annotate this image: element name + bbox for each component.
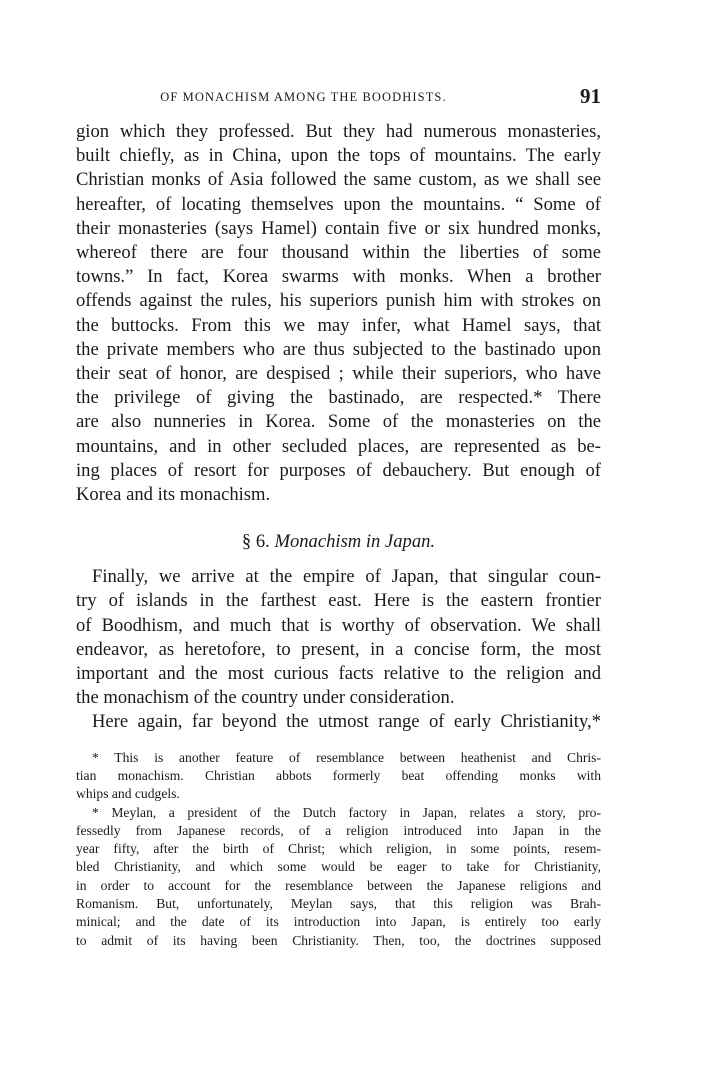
text-line: gion which they professed. But they had numerous monasteries, — [76, 121, 601, 142]
text-line: towns.” In fact, Korea swarms with monks. When a brother — [76, 266, 601, 288]
text-line: try of islands in the farthest east. Here is the eastern frontier — [76, 590, 601, 612]
footnotes — [76, 749, 601, 950]
footnote-line: * This is another feature of resemblance between heathenist and Chris- — [92, 749, 601, 765]
text-line: the privilege of giving the bastinado, are respected.* There — [76, 387, 601, 409]
book-page — [76, 84, 601, 950]
footnote-line: bled Christianity, and which some would be eager to take for Christianity, — [76, 859, 601, 875]
footnote-line: minical; and the date of its introduction into Japan, is entirely too early — [76, 914, 601, 930]
paragraph-1 — [76, 120, 601, 507]
text-line: their monasteries (says Hamel) contain five or six hundred monks, — [76, 217, 601, 239]
text-line: whereof there are four thousand within the liberties of some — [76, 242, 601, 264]
text-line: offends against the rules, his superiors punish him with strokes on — [76, 290, 601, 312]
footnote-line: Romanism. But, unfortunately, Meylan says, that this religion was Brah- — [76, 896, 601, 912]
text-line: Korea and its monachism. — [76, 484, 271, 506]
section-number: § 6. — [241, 531, 270, 553]
text-line: built chiefly, as in China, upon the tops of mountains. The early — [76, 145, 601, 167]
footnote-line: tian monachism. Christian abbots formerly beat offending monks with — [76, 767, 601, 783]
footnote-line: to admit of its having been Christianity. Then, too, the doctrines supposed — [76, 932, 601, 948]
text-line: Finally, we arrive at the empire of Japan, that singular coun- — [92, 566, 601, 588]
text-line: of Boodhism, and much that is worthy of observation. We shall — [76, 614, 601, 636]
paragraph-2 — [76, 565, 601, 710]
text-line: Christian monks of Asia followed the same custom, as we shall see — [76, 169, 601, 191]
text-line: the monachism of the country under consideration. — [76, 687, 455, 709]
text-line: their seat of honor, are despised ; while their superiors, who have — [76, 363, 601, 385]
footnote-line: * Meylan, a president of the Dutch factory in Japan, relates a story, pro- — [92, 804, 601, 820]
footnote-line: fessedly from Japanese records, of a religion introduced into Japan in the — [76, 822, 601, 838]
section-title: Monachism in Japan. — [274, 531, 436, 553]
text-line: Here again, far beyond the utmost range of early Christianity,* — [92, 711, 601, 733]
footnote-line: whips and cudgels. — [76, 786, 180, 802]
running-head-title: OF MONACHISM AMONG THE BOODHISTS. — [160, 90, 447, 104]
text-line: the private members who are thus subjected to the bastinado upon — [76, 338, 601, 360]
main-text — [76, 120, 601, 735]
text-line: important and the most curious facts relative to the religion and — [76, 663, 601, 685]
footnote-2 — [76, 804, 601, 950]
text-line: ing places of resort for purposes of debauchery. But enough of — [76, 459, 601, 481]
text-line: hereafter, of locating themselves upon the mountains. “ Some of — [76, 193, 601, 215]
text-line: are also nunneries in Korea. Some of the monasteries on the — [76, 411, 601, 433]
paragraph-3 — [76, 710, 601, 734]
text-line: the buttocks. From this we may infer, what Hamel says, that — [76, 314, 601, 336]
footnote-line: in order to account for the resemblance between the Japanese religions and — [76, 877, 601, 893]
section-heading — [76, 529, 601, 555]
text-line: mountains, and in other secluded places, are represented as be- — [76, 435, 601, 457]
page-number: 91 — [580, 84, 601, 108]
text-line: endeavor, as heretofore, to present, in a concise form, the most — [76, 638, 601, 660]
footnote-line: year fifty, after the birth of Christ; which religion, in some points, resem- — [76, 841, 601, 857]
running-head — [76, 84, 601, 114]
footnote-1 — [76, 749, 601, 804]
